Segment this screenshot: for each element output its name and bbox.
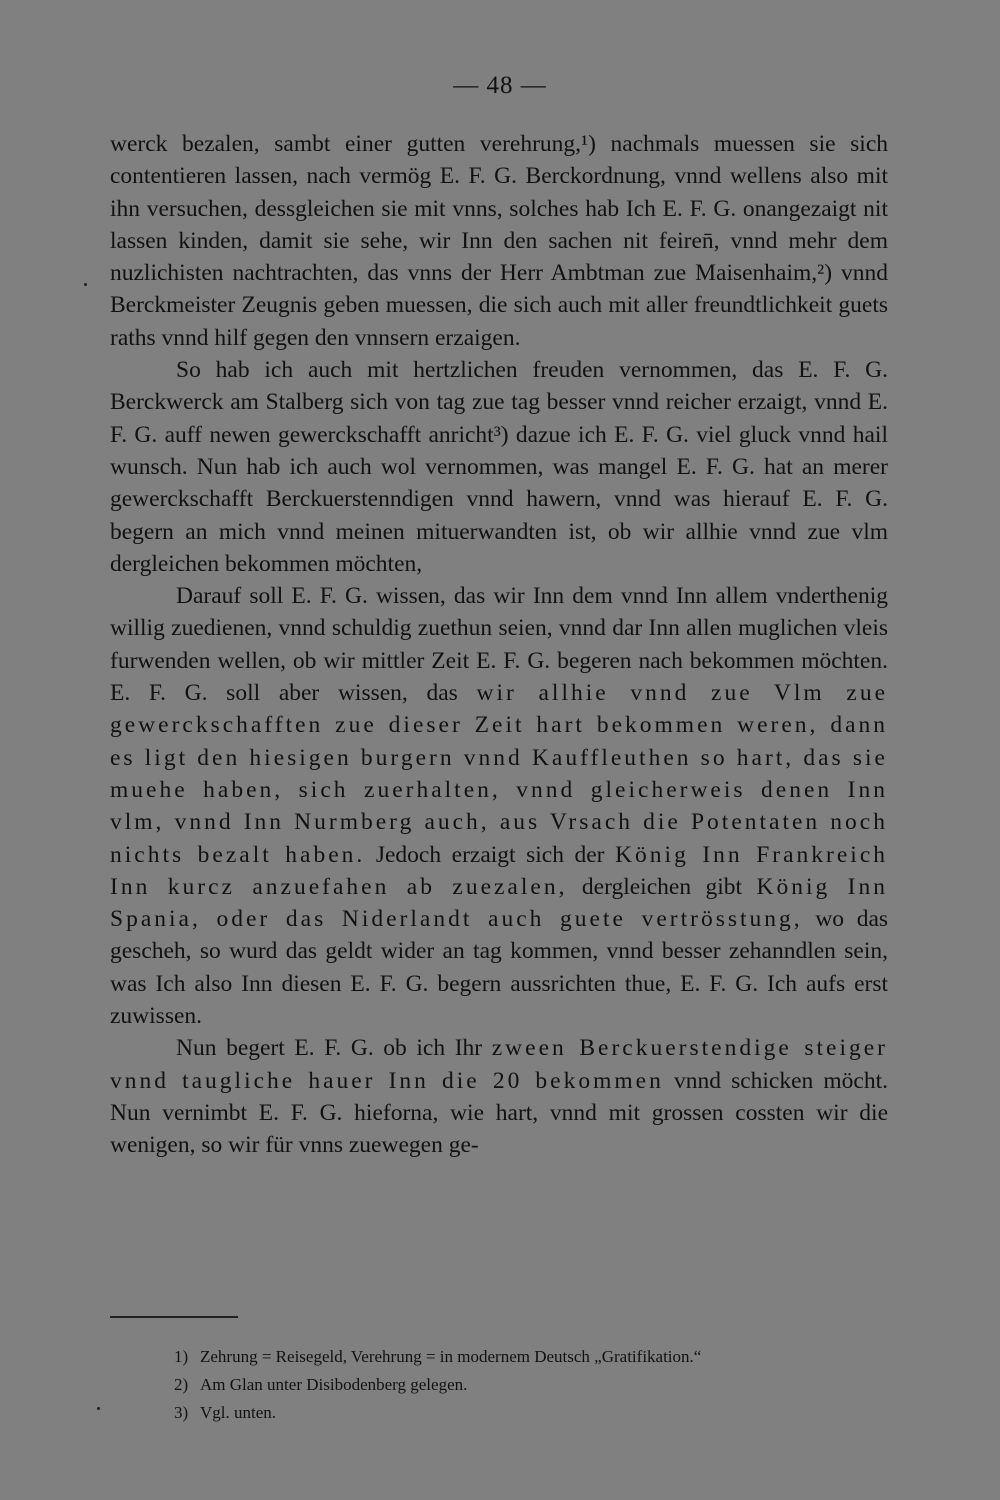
paragraph: werck bezalen, sambt einer gutten verehrung,¹) nachmals muessen sie sich contentieren lassen, nach vermög E. F. G. Berckordnung, vnnd wellens also mit ihn versuchen, dessgleichen sie mit vnns, solches hab Ich E. F. G. onangezaigt nit lassen kinden, damit sie sehe, wir Inn den sachen nit feiren̄, vnnd mehr dem nuzlichisten nachtrachten, das vnns der Herr Ambtman zue Maisenhaim,²) vnnd Berckmeister Zeugnis geben muessen, die sich auch mit aller freundtlichkeit guets raths vnnd hilf gegen den vnnsern erzaigen. <box>110 131 888 351</box>
spaced-text-run: wir allhie vnnd zue Vlm zue gewerckschafften zue dieser Zeit hart bekommen weren, dann es ligt den hiesigen burgern vnnd Kauffleuthen so hart, das sie muehe haben, sich zuerhalten, vnnd gleicherweis denen Inn vlm, vnnd Inn Nurmberg auch, aus Vrsach die Potentaten noch nichts bezalt haben. <box>110 680 888 868</box>
footnote <box>174 1399 894 1427</box>
footnote-text: Vgl. unten. <box>200 1403 277 1422</box>
text-run: Nun begert E. F. G. ob ich Ihr <box>176 1035 483 1062</box>
footnote-marker: 3) <box>174 1403 189 1422</box>
spaced-text-run: König Inn Spania, oder das Niderlandt auch guete vertrösstung, <box>110 873 889 933</box>
footnote <box>174 1343 894 1371</box>
print-speck <box>84 283 87 286</box>
text-run: wo das gescheh, so wurd das geldt wider an tag kommen, vnnd besser zehanndlen sein, was Ich also Inn diesen E. F. G. begern aussrichten thue, E. F. G. Ich aufs erst zuwissen. <box>110 906 889 1030</box>
paragraph <box>110 580 888 1032</box>
footnotes <box>174 1343 894 1427</box>
spaced-text-run: König Inn Frankreich Inn kurcz anzuefahen ab zuezalen, <box>110 841 889 900</box>
footnote-text: Zehrung = Reisegeld, Verehrung = in modernem Deutsch „Gratifikation.“ <box>200 1347 702 1366</box>
page-number: — 48 — <box>453 72 547 99</box>
footnote-marker: 2) <box>174 1375 189 1394</box>
print-speck <box>97 1407 100 1410</box>
body-text <box>110 128 888 1162</box>
text-run: vnnd schicken möcht. Nun vernimbt E. F. G. hieforna, wie hart, vnnd mit grossen cossten wir die wenigen, so wir für vnns zuewegen ge- <box>110 1067 888 1159</box>
footnote-marker: 1) <box>174 1347 189 1366</box>
footnote <box>174 1371 894 1399</box>
paragraph: So hab ich auch mit hertzlichen freuden vernommen, das E. F. G. Berckwerck am Stalberg sich von tag zue tag besser vnnd reicher erzaigt, vnnd E. F. G. auff newen gewerckschafft anricht³) dazue ich E. F. G. viel gluck vnnd hail wunsch. Nun hab ich auch wol vernommen, was mangel E. F. G. hat an merer gewerckschafft Berckuerstenndigen vnnd hawern, vnnd was hierauf E. F. G. begern an mich vnnd meinen mituerwandten ist, ob wir allhie vnnd zue vlm dergleichen bekommen möchten, <box>110 357 888 577</box>
text-run: Darauf soll E. F. G. wissen, das wir Inn dem vnnd Inn allem vnderthenig willig zuedienen, vnnd schuldig zuethun seien, vnnd dar Inn allen muglichen vleis furwenden wellen, ob wir mittler Zeit E. F. G. begeren nach bekommen möchten. E. F. G. soll aber wissen, das <box>110 583 888 707</box>
spaced-text-run: zween Berckuerstendige steiger vnnd taugliche hauer Inn die 20 bekommen <box>110 1035 889 1094</box>
text-run: dergleichen gibt <box>581 873 743 900</box>
footnote-text: Am Glan unter Disibodenberg gelegen. <box>200 1375 468 1394</box>
text-run: Jedoch erzaigt sich der <box>375 841 605 868</box>
paragraph <box>110 1032 888 1161</box>
footnote-separator <box>110 1316 238 1318</box>
